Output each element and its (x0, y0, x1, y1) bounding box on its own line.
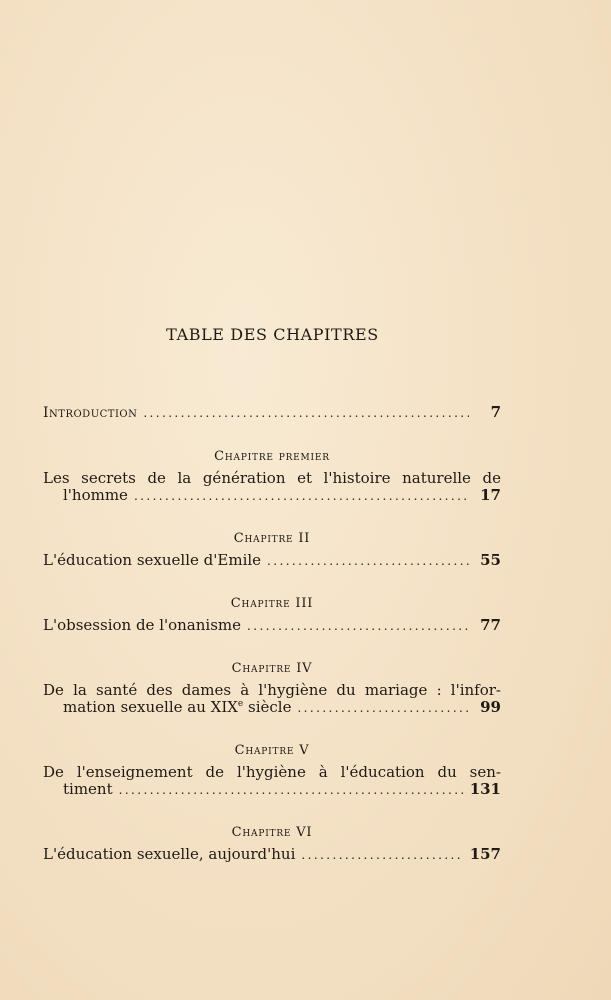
superscript: e (237, 699, 244, 709)
toc-entry-title-continued (63, 699, 291, 716)
toc-entry-title: L'éducation sexuelle, aujourd'hui (43, 845, 296, 863)
chapter-heading: Chapitre III (230, 596, 314, 611)
toc-entry-introduction (43, 404, 501, 422)
toc-page-number: 55 (480, 551, 501, 569)
dot-leader (297, 700, 469, 717)
chapter-heading: Chapitre V (234, 743, 310, 758)
dot-leader (247, 618, 469, 635)
toc-entry-title: L'éducation sexuelle d'Emile (43, 551, 262, 569)
dot-leader (143, 405, 469, 422)
toc-entry (43, 764, 501, 799)
toc-page-number: 17 (480, 486, 501, 504)
chapter-heading: Chapitre premier (214, 449, 330, 464)
toc-entry-title: L'obsession de l'onanisme (43, 616, 242, 634)
toc-entry (43, 552, 501, 570)
dot-leader (301, 847, 463, 864)
dot-leader (267, 553, 469, 570)
toc-entry-title: De la santé des dames à l'hygiène du mariage : l'infor- (43, 681, 501, 699)
toc-page-number: 77 (480, 616, 501, 634)
dot-leader (119, 782, 464, 799)
toc-page-number: 7 (490, 403, 501, 421)
toc-entry-text: mation sexuelle au XIX (63, 698, 238, 716)
toc-entry-title-continued: timent (63, 780, 113, 798)
toc-page-number: 131 (469, 780, 501, 798)
chapter-heading: Chapitre VI (231, 825, 313, 840)
dot-leader (134, 488, 469, 505)
toc-entry-label: Introduction (43, 405, 138, 421)
chapter-heading: Chapitre IV (231, 661, 313, 676)
toc-entry (43, 846, 501, 864)
toc-page-number: 157 (469, 845, 501, 863)
toc-entry-title: Les secrets de la génération et l'histoire naturelle de (43, 469, 501, 487)
toc-entry-title: De l'enseignement de l'hygiène à l'éducation du sen- (43, 763, 501, 781)
toc-entry-text: siècle (243, 698, 292, 716)
toc-entry (43, 617, 501, 635)
chapter-heading: Chapitre II (233, 531, 311, 546)
table-of-contents (43, 398, 501, 864)
toc-entry-title-continued: l'homme (63, 486, 128, 504)
toc-entry (43, 470, 501, 505)
toc-page-number: 99 (480, 698, 501, 716)
toc-entry (43, 682, 501, 717)
page-title: TABLE DES CHAPITRES (166, 325, 379, 344)
